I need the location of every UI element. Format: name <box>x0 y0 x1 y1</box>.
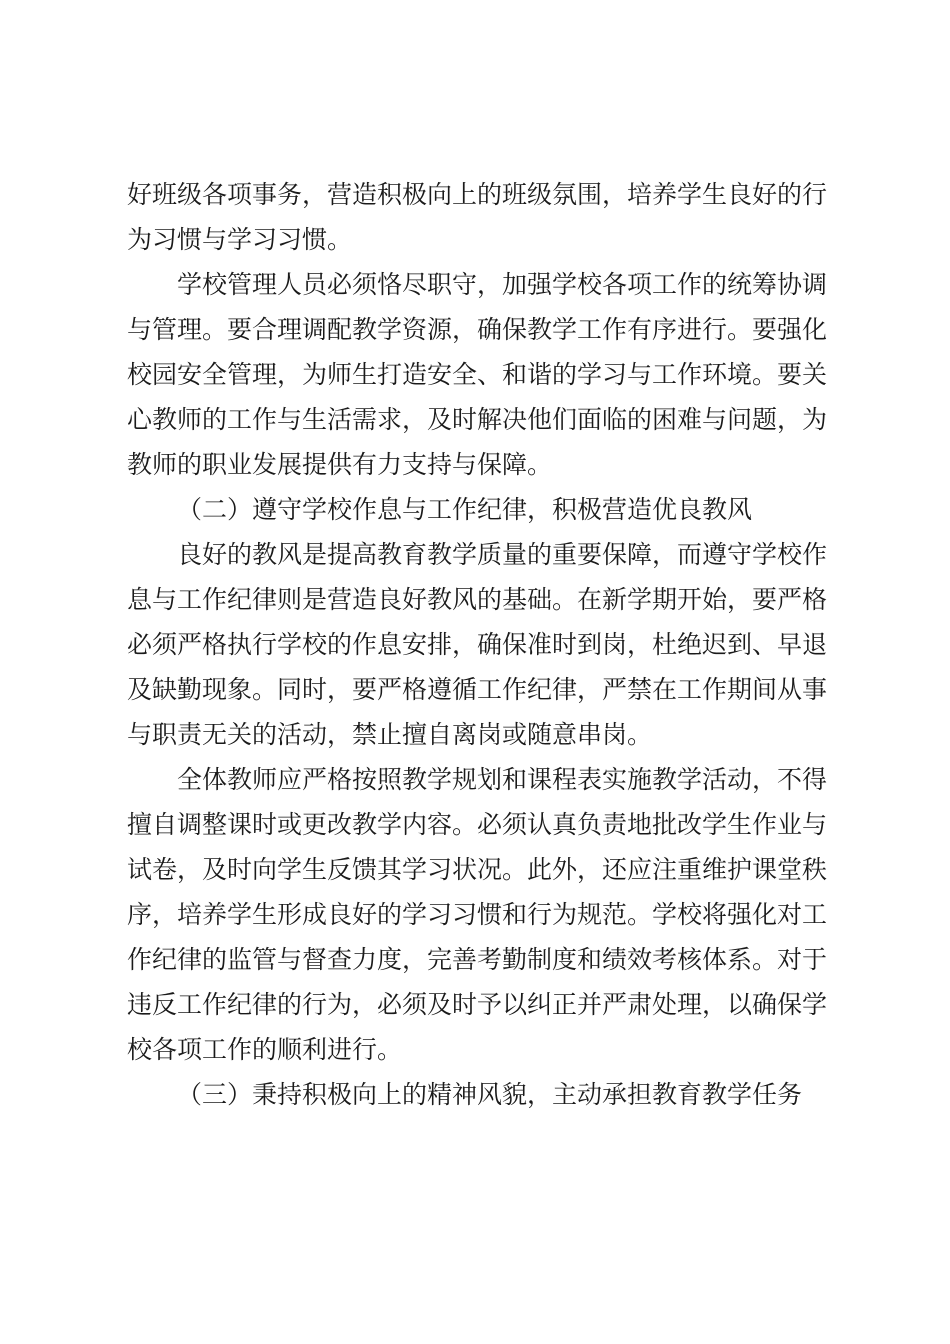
section-heading-3: （三）秉持积极向上的精神风貌，主动承担教育教学任务 <box>177 1080 803 1109</box>
document-body <box>127 172 827 1117</box>
paragraph-teacher-discipline: 全体教师应严格按照教学规划和课程表实施教学活动，不得擅自调整课时或更改教学内容。必须认真负责地批改学生作业与试卷，及时向学生反馈其学习状况。此外，还应注重维护课堂秩序，培养学生形成良好的学习习惯和行为规范。学校将强化对工作纪律的监管与督查力度，完善考勤制度和绩效考核体系。对于违反工作纪律的行为，必须及时予以纠正并严肃处理，以确保学校各项工作的顺利进行。 <box>127 765 828 1064</box>
section-heading-2: （二）遵守学校作息与工作纪律，积极营造优良教风 <box>177 495 753 524</box>
paragraph-management-staff: 学校管理人员必须恪尽职守，加强学校各项工作的统筹协调与管理。要合理调配教学资源，确保教学工作有序进行。要强化校园安全管理，为师生打造安全、和谐的学习与工作环境。要关心教师的工作与生活需求，及时解决他们面临的困难与问题，为教师的职业发展提供有力支持与保障。 <box>127 270 828 479</box>
paragraph-teaching-style: 良好的教风是提高教育教学质量的重要保障，而遵守学校作息与工作纪律则是营造良好教风的基础。在新学期开始，要严格必须严格执行学校的作息安排，确保准时到岗，杜绝迟到、早退及缺勤现象。同时，要严格遵循工作纪律，严禁在工作期间从事与职责无关的活动，禁止擅自离岗或随意串岗。 <box>127 540 828 749</box>
paragraph-continued: 好班级各项事务，营造积极向上的班级氛围，培养学生良好的行为习惯与学习习惯。 <box>127 180 828 254</box>
